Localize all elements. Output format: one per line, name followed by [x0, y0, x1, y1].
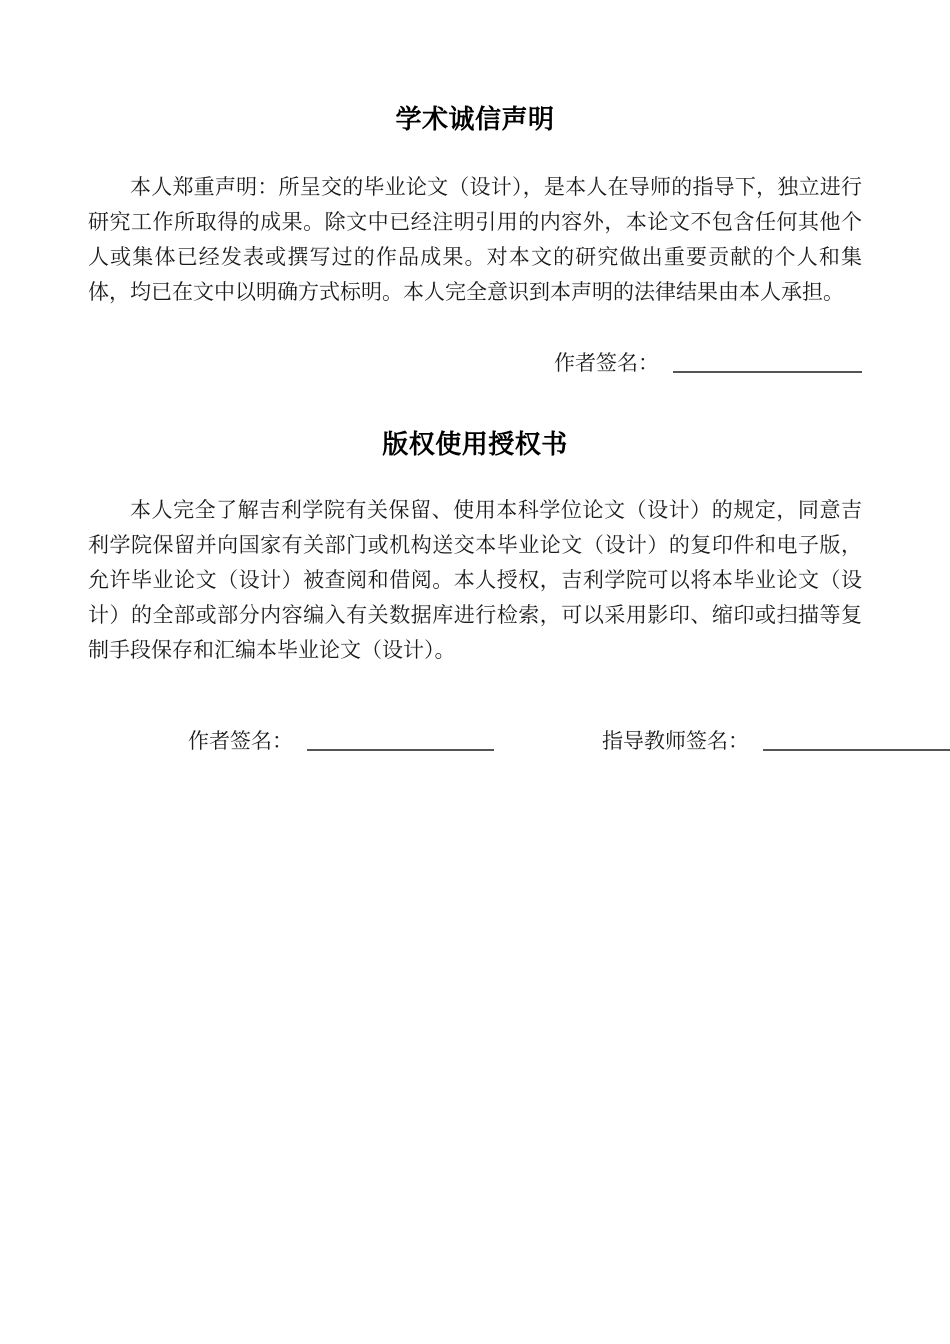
author-signature-line-bottom[interactable] — [307, 749, 494, 751]
author-signature-label-bottom: 作者签名： — [188, 729, 293, 754]
author-signature-line-top[interactable] — [673, 371, 862, 373]
academic-integrity-body: 本人郑重声明：所呈交的毕业论文（设计），是本人在导师的指导下，独立进行研究工作所取得的成果。除文中已经注明引用的内容外，本论文不包含任何其他个人或集体已经发表或撰写过的作品成果。对本文的研究做出重要贡献的个人和集体，均已在文中以明确方式标明。本人完全意识到本声明的法律结果由本人承担。 — [88, 175, 862, 305]
advisor-signature-label: 指导教师签名： — [602, 729, 749, 754]
advisor-signature-line[interactable] — [763, 749, 950, 751]
page-content — [88, 0, 862, 756]
copyright-authorization-signature-row — [88, 726, 862, 756]
author-signature-group-bottom — [188, 726, 494, 756]
copyright-authorization-heading: 版权使用授权书 — [382, 430, 568, 461]
copyright-authorization-body: 本人完全了解吉利学院有关保留、使用本科学位论文（设计）的规定，同意吉利学院保留并向国家有关部门或机构送交本毕业论文（设计）的复印件和电子版，允许毕业论文（设计）被查阅和借阅。本人授权，吉利学院可以将本毕业论文（设计）的全部或部分内容编入有关数据库进行检索，可以采用影印、缩印或扫描等复制手段保存和汇编本毕业论文（设计）。 — [88, 498, 862, 663]
academic-integrity-heading: 学术诚信声明 — [395, 105, 555, 135]
academic-integrity-signature-row — [88, 348, 862, 378]
author-signature-group-top — [554, 348, 862, 378]
advisor-signature-group — [602, 726, 950, 756]
author-signature-label-top: 作者签名： — [554, 351, 659, 376]
